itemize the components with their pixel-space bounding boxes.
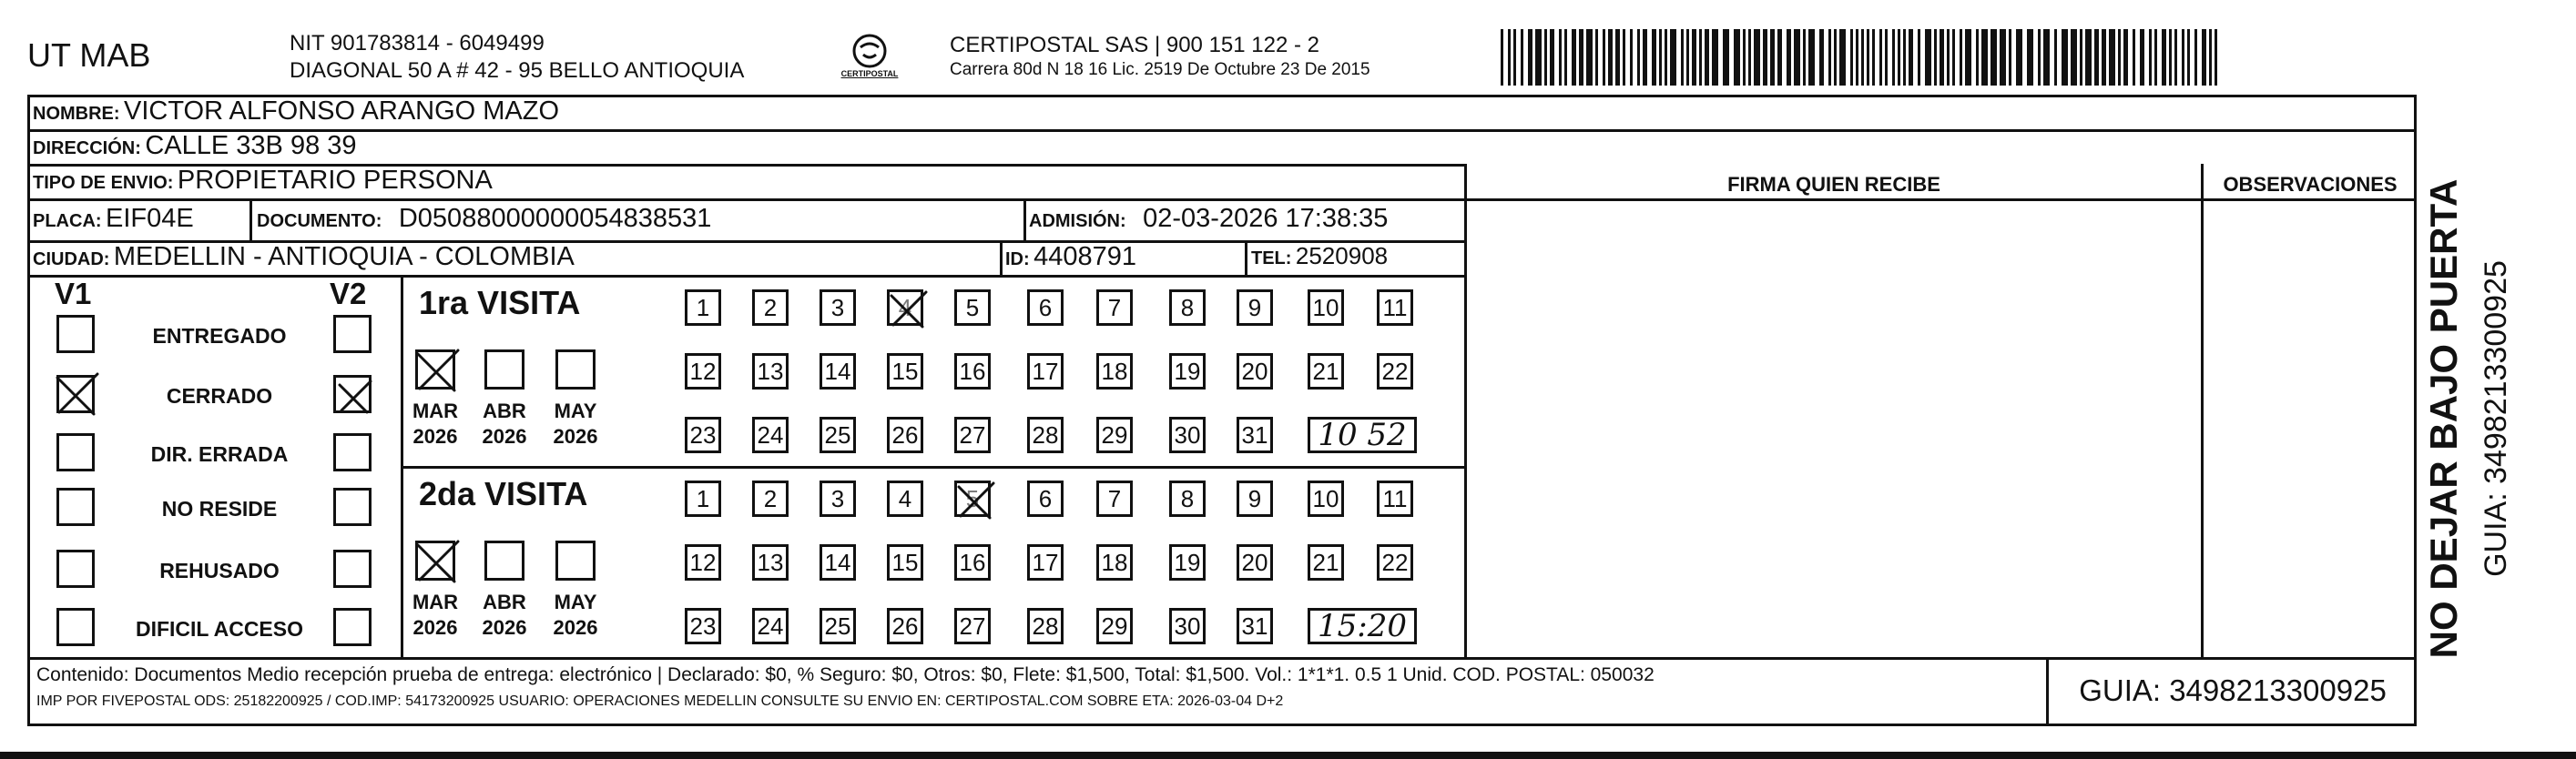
barcode-bar	[1808, 29, 1815, 86]
day-box[interactable]: 3	[820, 289, 856, 326]
day-box[interactable]: 20	[1237, 544, 1273, 581]
barcode-bar	[2149, 29, 2152, 86]
certipostal-line2: Carrera 80d N 18 16 Lic. 2519 De Octubre 23 De 2015	[950, 60, 1370, 79]
day-box[interactable]: 17	[1027, 353, 1064, 390]
day-box[interactable]: 12	[685, 544, 721, 581]
barcode-bar	[1630, 29, 1633, 86]
barcode-bar	[1850, 29, 1853, 86]
visit-title: 1ra VISITA	[419, 284, 581, 321]
day-box[interactable]: 15	[887, 353, 923, 390]
barcode-bar	[1991, 29, 1997, 86]
barcode-bar	[1564, 29, 1567, 86]
barcode-bar	[1586, 29, 1593, 86]
side-guia: GUIA: 3498213300925	[2479, 260, 2513, 577]
handwritten-x-mark	[54, 370, 99, 416]
day-box[interactable]: 16	[954, 544, 991, 581]
day-box[interactable]: 2	[752, 481, 789, 517]
barcode-bar	[1965, 29, 1971, 86]
day-number: 4	[898, 293, 912, 321]
col-line	[1464, 164, 1467, 658]
barcode-bar	[1903, 29, 1906, 86]
day-box[interactable]: 24	[752, 608, 789, 644]
barcode-bar	[2123, 29, 2128, 86]
row-line	[27, 198, 2417, 201]
placa-cell	[33, 204, 194, 234]
barcode-bar	[1513, 29, 1516, 86]
barcode-bar	[1528, 29, 1532, 86]
status-label: REHUSADO	[159, 559, 280, 582]
v2-checkbox[interactable]	[333, 375, 372, 413]
status-label: DIR. ERRADA	[150, 442, 289, 466]
day-box[interactable]: 14	[820, 353, 856, 390]
day-box[interactable]: 26	[887, 608, 923, 644]
day-box[interactable]: 2	[752, 289, 789, 326]
status-label: NO RESIDE	[161, 497, 278, 521]
month-checkbox[interactable]	[484, 541, 524, 581]
day-box[interactable]: 9	[1237, 289, 1273, 326]
observaciones-header: OBSERVACIONES	[2223, 173, 2398, 196]
day-box[interactable]: 30	[1169, 417, 1206, 453]
handwritten-x-mark	[414, 538, 460, 583]
barcode-bar	[1579, 29, 1583, 86]
firma-header: FIRMA QUIEN RECIBE	[1727, 173, 1940, 196]
day-box[interactable]: 19	[1169, 353, 1206, 390]
day-box[interactable]: 31	[1237, 608, 1273, 644]
company-address: DIAGONAL 50 A # 42 - 95 BELLO ANTIOQUIA	[290, 58, 745, 83]
barcode-bar	[1712, 29, 1718, 86]
v1-checkbox[interactable]	[56, 375, 95, 413]
month-label: ABR	[483, 591, 526, 613]
day-box[interactable]: 7	[1096, 481, 1133, 517]
status-label: DIFICIL ACCESO	[135, 617, 303, 641]
v1-checkbox[interactable]	[56, 550, 95, 588]
tel-cell	[1251, 242, 1388, 270]
day-box[interactable]: 22	[1377, 544, 1413, 581]
row-line	[27, 657, 2417, 660]
tipo-envio-value: PROPIETARIO PERSONA	[177, 166, 493, 195]
barcode-bar	[2182, 29, 2184, 86]
barcode-bar	[2009, 29, 2011, 86]
certipostal-logo	[829, 31, 911, 86]
day-number: 5	[965, 484, 980, 512]
day-box[interactable]: 11	[1377, 481, 1413, 517]
barcode-bar	[2133, 29, 2135, 86]
admision-label: ADMISIÓN:	[1029, 211, 1126, 231]
barcode-bar	[2118, 29, 2121, 86]
day-box[interactable]: 13	[752, 353, 789, 390]
barcode-bar	[2209, 29, 2212, 86]
barcode-bar	[1665, 29, 1667, 86]
day-box[interactable]: 8	[1169, 289, 1206, 326]
barcode-bar	[1692, 29, 1696, 86]
day-box[interactable]: 17	[1027, 544, 1064, 581]
barcode-bar	[2038, 29, 2041, 86]
v2-checkbox[interactable]	[333, 315, 372, 353]
month-label: ABR	[483, 400, 526, 422]
direccion-value: CALLE 33B 98 39	[145, 131, 357, 160]
day-box[interactable]: 19	[1169, 544, 1206, 581]
barcode-bar	[2085, 29, 2092, 86]
barcode-bar	[2162, 29, 2166, 86]
month-label: MAY	[554, 400, 597, 422]
barcode-bar	[1879, 29, 1882, 86]
nombre-row	[33, 96, 559, 126]
barcode-bar	[1794, 29, 1800, 86]
month-label: MAY	[554, 591, 597, 613]
barcode-bar	[1748, 29, 1751, 86]
barcode-bar	[2054, 29, 2057, 86]
year-label: 2026	[553, 616, 598, 639]
barcode-bar	[2016, 29, 2022, 86]
barcode-bar	[1559, 29, 1562, 86]
year-label: 2026	[482, 425, 527, 448]
barcode-bar	[1940, 29, 1944, 86]
side-no-dejar: NO DEJAR BAJO PUERTA	[2422, 178, 2465, 659]
time-box[interactable]: 10 52	[1308, 417, 1417, 453]
day-box[interactable]: 3	[820, 481, 856, 517]
barcode-bar	[1544, 29, 1547, 86]
month-checkbox[interactable]	[555, 541, 596, 581]
barcode-bar	[2102, 29, 2106, 86]
barcode-bar	[1550, 29, 1554, 86]
day-box[interactable]: 14	[820, 544, 856, 581]
nombre-label: NOMBRE:	[33, 104, 120, 124]
barcode-bar	[1861, 29, 1864, 86]
barcode-bar	[1686, 29, 1689, 86]
handwritten-x-mark	[336, 378, 372, 414]
id-cell	[1005, 242, 1136, 272]
footer-guia: GUIA: 3498213300925	[2079, 673, 2387, 707]
tipo-envio-row	[33, 166, 493, 196]
day-box[interactable]: 28	[1027, 417, 1064, 453]
v1-checkbox[interactable]	[56, 433, 95, 471]
barcode-bar	[2187, 29, 2190, 86]
month-label: MAR	[412, 591, 459, 613]
ciudad-cell	[33, 242, 575, 272]
day-box[interactable]	[954, 481, 991, 517]
barcode-bar	[2000, 29, 2006, 86]
placa-label: PLACA:	[33, 211, 102, 231]
month-label: MAR	[412, 400, 459, 422]
barcode-bar	[2043, 29, 2050, 86]
day-box[interactable]: 25	[820, 417, 856, 453]
barcode-bar	[1834, 29, 1837, 86]
barcode-bar	[1960, 29, 1962, 86]
day-box[interactable]: 31	[1237, 417, 1273, 453]
v2-checkbox[interactable]	[333, 550, 372, 588]
status-label: CERRADO	[166, 384, 273, 408]
barcode-bar	[1734, 29, 1740, 86]
barcode-bar	[1828, 29, 1831, 86]
id-value: 4408791	[1033, 242, 1137, 271]
day-box[interactable]: 26	[887, 417, 923, 453]
col-line	[1023, 198, 1026, 240]
barcode-bar	[1839, 29, 1846, 86]
col-line	[249, 198, 252, 240]
barcode-bar	[2202, 29, 2206, 86]
barcode-bar	[1952, 29, 1955, 86]
handwritten-x-mark	[414, 347, 460, 392]
v1-checkbox[interactable]	[56, 315, 95, 353]
barcode-bar	[1925, 29, 1931, 86]
barcode-bar	[1909, 29, 1913, 86]
barcode-bar	[1867, 29, 1869, 86]
day-box[interactable]: 15	[887, 544, 923, 581]
v2-checkbox[interactable]	[333, 488, 372, 526]
day-box[interactable]: 10	[1308, 481, 1344, 517]
footer-imp: IMP POR FIVEPOSTAL ODS: 25182200925 / COD.IMP: 54173200925 USUARIO: OPERACIONES MEDELLIN CONSULTE SU ENVIO EN: CERTIPOSTAL.COM SOBRE ETA: 2026-03-04 D+2	[36, 693, 1284, 709]
row-line	[27, 275, 1466, 278]
v1-checkbox[interactable]	[56, 608, 95, 646]
month-checkbox[interactable]	[415, 541, 455, 581]
barcode-bar	[1976, 29, 1979, 86]
tipo-envio-label: TIPO DE ENVIO:	[33, 173, 174, 193]
barcode-bar	[1947, 29, 1950, 86]
barcode-bar	[1659, 29, 1662, 86]
barcode-bar	[1770, 29, 1775, 86]
day-box[interactable]: 11	[1377, 289, 1413, 326]
day-box[interactable]: 10	[1308, 289, 1344, 326]
barcode-bar	[1603, 29, 1605, 86]
day-box[interactable]	[887, 289, 923, 326]
barcode-bar	[2174, 29, 2177, 86]
barcode-bar	[2215, 29, 2217, 86]
ciudad-label: CIUDAD:	[33, 249, 110, 269]
v2-checkbox[interactable]	[333, 433, 372, 471]
day-box[interactable]: 27	[954, 608, 991, 644]
barcode-bar	[1670, 29, 1676, 86]
admision-cell	[1029, 204, 1388, 234]
barcode-bar	[2080, 29, 2082, 86]
barcode-bar	[1681, 29, 1684, 86]
barcode-bar	[1803, 29, 1806, 86]
year-label: 2026	[482, 616, 527, 639]
barcode-bar	[2194, 29, 2197, 86]
row-line	[401, 466, 1466, 469]
barcode-bar	[1652, 29, 1656, 86]
barcode-bar	[1743, 29, 1746, 86]
barcode-bar	[1723, 29, 1729, 86]
direccion-row	[33, 131, 357, 161]
day-box[interactable]: 7	[1096, 289, 1133, 326]
row-line	[27, 129, 2417, 132]
v2-header: V2	[330, 277, 367, 310]
barcode-bar	[1918, 29, 1920, 86]
barcode-bar	[2169, 29, 2172, 86]
barcode-bar	[1595, 29, 1598, 86]
barcode-bar	[1892, 29, 1895, 86]
barcode-bar	[1623, 29, 1625, 86]
month-checkbox[interactable]	[484, 349, 524, 390]
day-box[interactable]: 20	[1237, 353, 1273, 390]
day-box[interactable]: 29	[1096, 417, 1133, 453]
col-line	[1245, 240, 1247, 275]
company-nit: NIT 901783814 - 6049499	[290, 31, 545, 56]
barcode-bar	[1754, 29, 1760, 86]
footer-contenido: Contenido: Documentos Medio recepción prueba de entrega: electrónico | Declarado: $0, % Seguro: $0, Otros: $0, Flete: $1,500, Total: $1,500. Vol.: 1*1*1. 0.5 1 Unid. COD. POSTAL: 050032	[36, 664, 1655, 685]
barcode-bar	[1643, 29, 1647, 86]
barcode-bar	[2109, 29, 2115, 86]
tel-value: 2520908	[1295, 242, 1389, 269]
day-box[interactable]: 6	[1027, 481, 1064, 517]
barcode-bar	[1615, 29, 1620, 86]
barcode-bar	[1856, 29, 1858, 86]
id-label: ID:	[1005, 249, 1030, 269]
barcode-bar	[1819, 29, 1824, 86]
nombre-value: VICTOR ALFONSO ARANGO MAZO	[124, 96, 560, 126]
day-box[interactable]: 9	[1237, 481, 1273, 517]
barcode-bar	[1521, 29, 1523, 86]
barcode	[1501, 29, 2229, 86]
barcode-bar	[2071, 29, 2077, 86]
day-box[interactable]: 23	[685, 608, 721, 644]
barcode-bar	[1501, 29, 1503, 86]
day-box[interactable]: 18	[1096, 353, 1133, 390]
barcode-bar	[1705, 29, 1709, 86]
barcode-bar	[1981, 29, 1988, 86]
day-box[interactable]: 28	[1027, 608, 1064, 644]
day-box[interactable]: 22	[1377, 353, 1413, 390]
header	[0, 0, 2576, 91]
day-box[interactable]: 12	[685, 353, 721, 390]
v2-checkbox[interactable]	[333, 608, 372, 646]
barcode-bar	[1508, 29, 1511, 86]
v1-checkbox[interactable]	[56, 488, 95, 526]
barcode-bar	[1885, 29, 1888, 86]
day-box[interactable]: 6	[1027, 289, 1064, 326]
day-box[interactable]: 21	[1308, 544, 1344, 581]
barcode-bar	[2062, 29, 2068, 86]
day-box[interactable]: 27	[954, 417, 991, 453]
barcode-bar	[1572, 29, 1576, 86]
ciudad-value: MEDELLIN - ANTIOQUIA - COLOMBIA	[113, 242, 575, 271]
documento-label: DOCUMENTO:	[257, 211, 382, 231]
barcode-bar	[2027, 29, 2033, 86]
day-box[interactable]: 5	[954, 289, 991, 326]
company-name: UT MAB	[27, 36, 151, 74]
day-box[interactable]: 29	[1096, 608, 1133, 644]
barcode-bar	[1777, 29, 1782, 86]
documento-value: D05088000000054838531	[398, 204, 712, 233]
barcode-bar	[1763, 29, 1767, 86]
day-box[interactable]: 1	[685, 289, 721, 326]
barcode-bar	[1934, 29, 1937, 86]
day-box[interactable]: 23	[685, 417, 721, 453]
barcode-bar	[1637, 29, 1640, 86]
barcode-bar	[1699, 29, 1702, 86]
day-box[interactable]: 16	[954, 353, 991, 390]
barcode-bar	[1535, 29, 1542, 86]
month-checkbox[interactable]	[555, 349, 596, 390]
logo-text: CERTIPOSTAL	[840, 69, 899, 78]
barcode-bar	[1872, 29, 1875, 86]
admision-value: 02-03-2026 17:38:35	[1143, 204, 1389, 233]
year-label: 2026	[553, 425, 598, 448]
year-label: 2026	[412, 616, 458, 639]
barcode-bar	[2154, 29, 2157, 86]
year-label: 2026	[412, 425, 458, 448]
day-box[interactable]: 4	[887, 481, 923, 517]
col-line	[1000, 240, 1003, 275]
col-line	[2201, 164, 2204, 658]
month-checkbox[interactable]	[415, 349, 455, 390]
tel-label: TEL:	[1251, 248, 1292, 268]
barcode-bar	[1608, 29, 1613, 86]
barcode-bar	[1787, 29, 1791, 86]
col-line	[401, 275, 403, 657]
day-box[interactable]: 21	[1308, 353, 1344, 390]
barcode-bar	[1898, 29, 1900, 86]
day-box[interactable]: 18	[1096, 544, 1133, 581]
documento-cell	[257, 204, 711, 234]
time-box[interactable]: 15:20	[1308, 608, 1417, 644]
bottom-edge	[0, 752, 2576, 759]
barcode-bar	[2140, 29, 2144, 86]
day-box[interactable]: 24	[752, 417, 789, 453]
visit-title: 2da VISITA	[419, 475, 588, 512]
day-box[interactable]: 25	[820, 608, 856, 644]
day-box[interactable]: 30	[1169, 608, 1206, 644]
barcode-bar	[2094, 29, 2099, 86]
status-label: ENTREGADO	[152, 324, 287, 348]
day-box[interactable]: 8	[1169, 481, 1206, 517]
placa-value: EIF04E	[106, 204, 194, 233]
day-box[interactable]: 13	[752, 544, 789, 581]
v1-header: V1	[55, 277, 92, 310]
day-box[interactable]: 1	[685, 481, 721, 517]
certipostal-line1: CERTIPOSTAL SAS | 900 151 122 - 2	[950, 33, 1319, 57]
direccion-label: DIRECCIÓN:	[33, 138, 141, 158]
